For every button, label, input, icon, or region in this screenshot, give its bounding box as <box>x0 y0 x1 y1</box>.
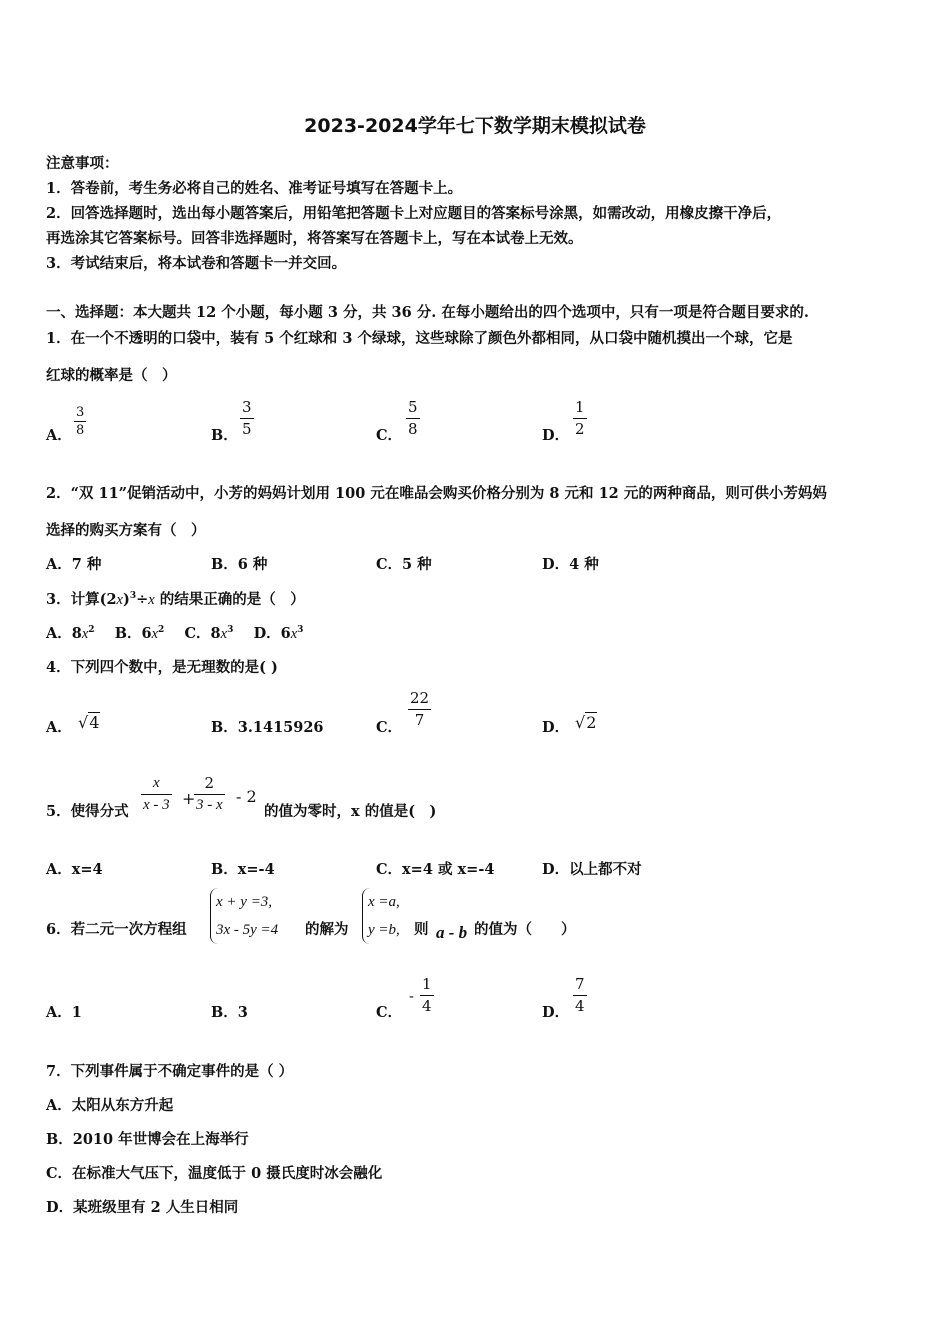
fraction-denominator: 2 <box>575 420 585 438</box>
q3-stem-part: ) <box>122 591 130 608</box>
q4-option-a-label: A． <box>46 719 72 736</box>
q3-stem-part: 3．计算(2 <box>46 591 117 608</box>
fraction-bar <box>141 794 172 795</box>
fraction-bar <box>573 995 587 996</box>
fraction-bar <box>194 794 225 795</box>
q3-option-c <box>185 625 234 642</box>
q1-option-d-label: D． <box>542 427 570 444</box>
question-7-stem: 7．下列事件属于不确定事件的是（ ） <box>46 1063 294 1080</box>
fraction-denominator: 4 <box>575 997 585 1015</box>
q6-option-b: B．3 <box>211 1004 248 1021</box>
notice-item: 1．答卷前，考生务必将自己的姓名、准考证号填写在答题卡上。 <box>46 180 463 197</box>
fraction-numerator: 7 <box>575 975 585 993</box>
question-6-mid: 的解为 <box>305 921 349 938</box>
q1-option-c-fraction <box>406 400 420 437</box>
question-5-prefix: 5．使得分式 <box>46 803 129 820</box>
fraction-denominator: 5 <box>242 420 252 438</box>
radicand: 2 <box>586 713 597 732</box>
fraction-bar <box>420 995 434 996</box>
fraction-numerator: 3 <box>242 398 252 416</box>
q5-option-d: D．以上都不对 <box>542 861 642 878</box>
q1-option-a-fraction <box>74 406 86 437</box>
question-1-stem-cont: 红球的概率是（ ） <box>46 367 177 384</box>
q4-option-a-sqrt <box>78 713 100 732</box>
notice-item: 2．回答选择题时，选出每小题答案后，用铅笔把答题卡上对应题目的答案标号涂黑，如需改动，用橡皮擦干净后， <box>46 205 782 222</box>
q3-option-a <box>46 625 95 642</box>
fraction-numerator: x <box>152 775 160 791</box>
equation-row: x + y =3, <box>216 894 273 910</box>
question-5-suffix: 的值为零时，x 的值是( ) <box>264 803 437 820</box>
equation-row: 3x - 5y =4 <box>216 922 279 938</box>
q2-option-b: B．6 种 <box>211 556 268 573</box>
q6-solution-system <box>362 888 400 944</box>
question-2-stem: 2．“双 11”促销活动中，小芳的妈妈计划用 100 元在唯品会购买价格分别为 8 元和 12 元的两种商品，则可供小芳妈妈 <box>46 485 827 502</box>
q6-option-d-fraction <box>573 977 587 1014</box>
option-var: x <box>290 626 298 642</box>
question-4-stem: 4．下列四个数中，是无理数的是( ) <box>46 659 278 676</box>
q4-option-c-label: C． <box>376 719 403 736</box>
fraction-bar <box>406 418 420 419</box>
q5-option-a: A．x=4 <box>46 861 103 878</box>
q5-minus-two: - 2 <box>236 787 257 806</box>
q2-option-d: D．4 种 <box>542 556 599 573</box>
q3-stem-part: 的结果正确的是（ ） <box>154 591 305 608</box>
fraction-denominator: 8 <box>76 423 85 438</box>
q6-option-c-fraction <box>420 977 434 1014</box>
fraction-denominator: x - 3 <box>143 797 170 813</box>
fraction-numerator: 3 <box>76 405 85 420</box>
option-var: x <box>151 626 159 642</box>
q7-option-c: C．在标准大气压下，温度低于 0 摄氏度时冰会融化 <box>46 1165 383 1182</box>
q7-option-d: D．某班级里有 2 人生日相同 <box>46 1199 239 1216</box>
option-label: D．6 <box>253 625 291 642</box>
q1-option-d-fraction <box>573 400 587 437</box>
notice-item: 3．考试结束后，将本试卷和答题卡一并交回。 <box>46 255 347 272</box>
notice-item: 再选涂其它答案标号。回答非选择题时，将答案写在答题卡上，写在本试卷上无效。 <box>46 230 583 247</box>
q6-equation-system <box>210 888 278 944</box>
q1-option-b-label: B． <box>211 427 238 444</box>
q4-option-d-label: D． <box>542 719 570 736</box>
fraction-numerator: 2 <box>204 774 215 792</box>
option-var: x <box>220 626 228 642</box>
question-2-stem-cont: 选择的购买方案有（ ） <box>46 522 206 539</box>
q6-expression: a - b <box>436 923 468 942</box>
fraction-numerator: 5 <box>408 398 418 416</box>
q3-option-b <box>115 625 165 642</box>
fraction-denominator: 3 - x <box>196 797 223 813</box>
q2-option-a: A．7 种 <box>46 556 102 573</box>
question-6-prefix: 6．若二元一次方程组 <box>46 921 187 938</box>
option-var: x <box>81 626 89 642</box>
option-exp: 2 <box>158 625 165 636</box>
option-exp: 3 <box>227 625 234 636</box>
radicand: 4 <box>89 713 100 732</box>
q4-option-c-fraction <box>408 691 431 728</box>
q6-option-a: A．1 <box>46 1004 82 1021</box>
notice-heading: 注意事项： <box>46 155 119 172</box>
q5-option-b: B．x=-4 <box>211 861 275 878</box>
section-heading: 一、选择题：本大题共 12 个小题，每小题 3 分，共 36 分. 在每小题给出的四个选项中，只有一项是符合题目要求的. <box>46 304 809 321</box>
q4-option-b: B．3.1415926 <box>211 719 324 736</box>
q6-option-c-label: C． <box>376 1004 403 1021</box>
q2-option-c: C．5 种 <box>376 556 432 573</box>
option-exp: 2 <box>88 625 95 636</box>
question-6-suffix: 的值为（ ） <box>474 921 576 938</box>
q7-option-a: A．太阳从东方升起 <box>46 1097 174 1114</box>
fraction-numerator: 1 <box>422 975 432 993</box>
q1-option-a-label: A． <box>46 427 72 444</box>
question-3-stem <box>46 588 305 609</box>
option-label: A．8 <box>46 625 82 642</box>
q3-var: x <box>148 592 155 608</box>
fraction-denominator: 8 <box>408 420 418 438</box>
radical-sign: √ <box>78 713 89 732</box>
q6-option-c-sign: - <box>409 989 414 1005</box>
q5-plus: + <box>182 789 196 808</box>
q3-var: x <box>116 592 123 608</box>
option-label: C．8 <box>184 625 221 642</box>
fraction-denominator: 7 <box>414 711 425 729</box>
q3-options <box>46 622 303 643</box>
q4-option-d-sqrt <box>575 713 597 732</box>
radical-sign: √ <box>575 713 586 732</box>
q7-option-b: B．2010 年世博会在上海举行 <box>46 1131 249 1148</box>
q6-option-d-label: D． <box>542 1004 570 1021</box>
option-label: B．6 <box>114 625 152 642</box>
fraction-bar <box>408 709 431 710</box>
fraction-numerator: 22 <box>410 689 430 707</box>
fraction-bar <box>74 421 86 422</box>
q3-option-d <box>254 625 304 642</box>
fraction-denominator: 4 <box>422 997 432 1015</box>
q5-option-c: C．x=4 或 x=-4 <box>376 861 495 878</box>
fraction-numerator: 1 <box>575 398 585 416</box>
q3-exponent: 3 <box>129 591 137 602</box>
fraction-bar <box>240 418 254 419</box>
q5-fraction-2 <box>194 776 225 813</box>
equation-row: y =b, <box>368 922 400 938</box>
equation-row: x =a, <box>368 894 400 910</box>
q1-option-c-label: C． <box>376 427 403 444</box>
fraction-bar <box>573 418 587 419</box>
question-1-stem: 1．在一个不透明的口袋中，装有 5 个红球和 3 个绿球，这些球除了颜色外都相同，从口袋中随机摸出一个球，它是 <box>46 330 793 347</box>
question-6-then: 则 <box>414 921 429 938</box>
option-exp: 3 <box>297 625 304 636</box>
q1-option-b-fraction <box>240 400 254 437</box>
q5-fraction-1 <box>141 776 172 813</box>
page-title: 2023-2024学年七下数学期末模拟试卷 <box>304 115 646 137</box>
q3-divide: ÷ <box>136 591 149 608</box>
